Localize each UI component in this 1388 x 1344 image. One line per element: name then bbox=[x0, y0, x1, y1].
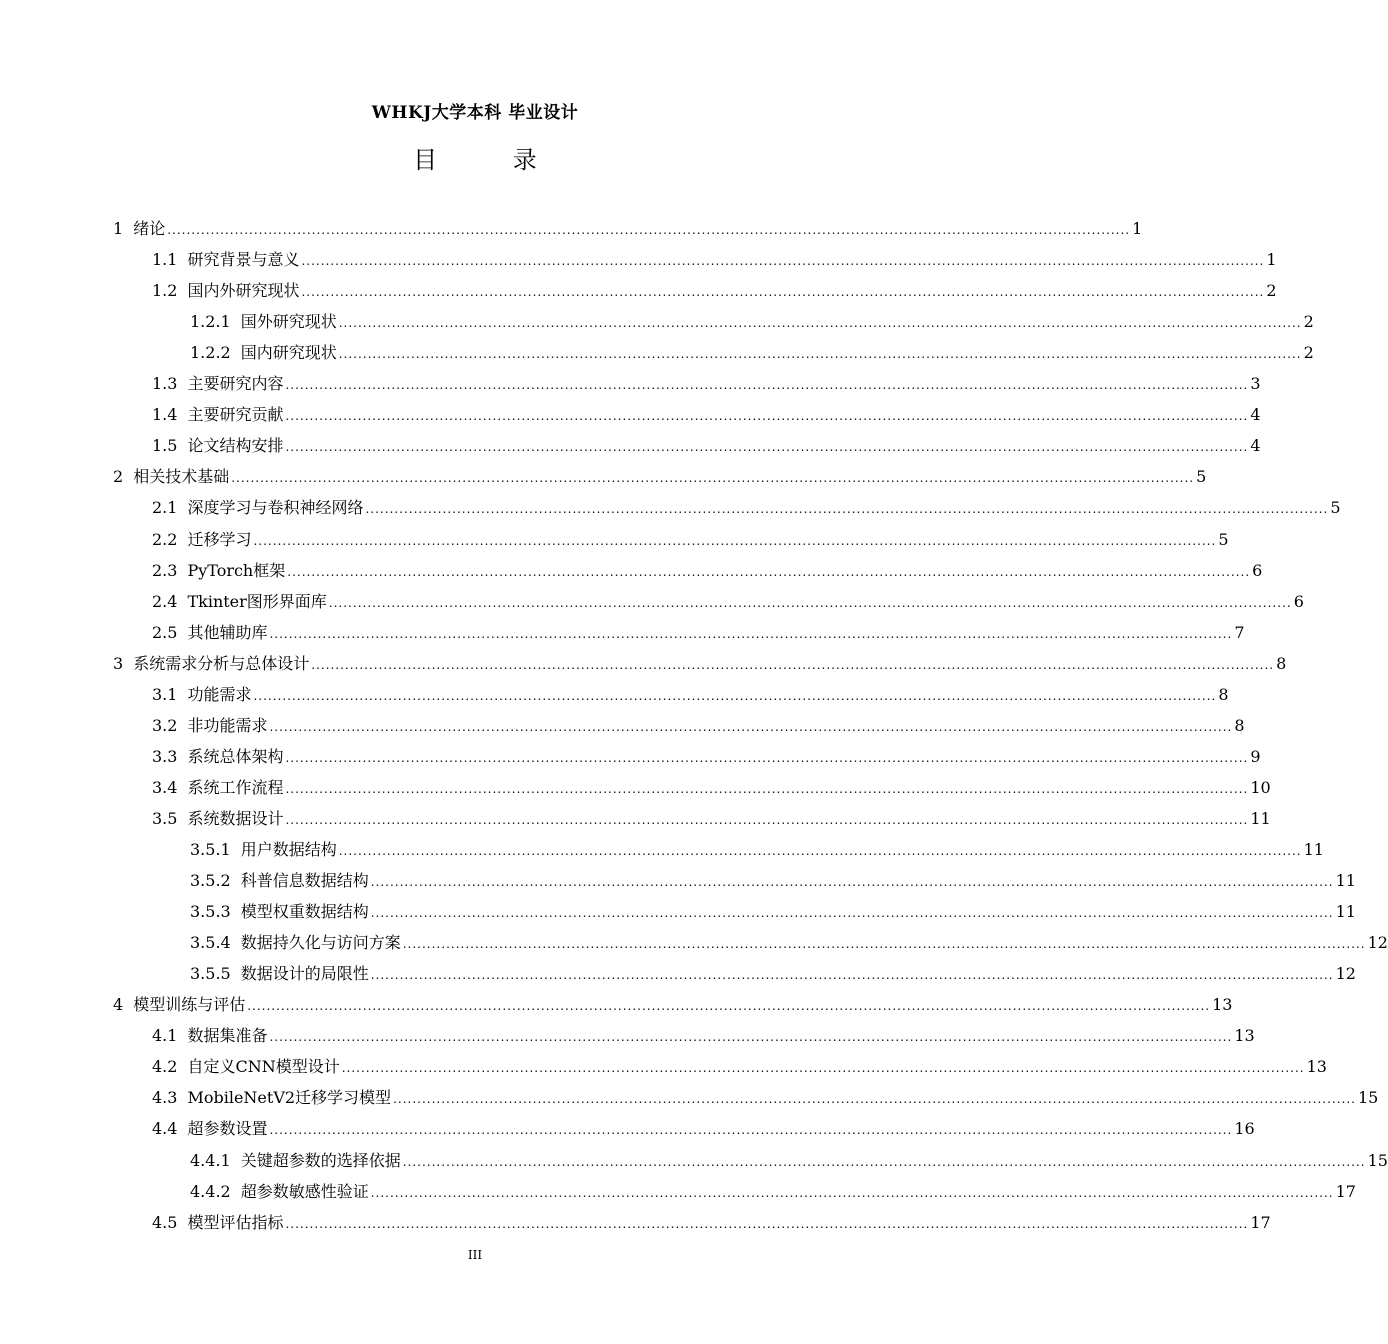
toc-entry-page: 15 bbox=[1357, 1088, 1379, 1108]
toc-entry-number: 3.5.3 bbox=[190, 902, 231, 922]
toc-entry-number: 4.5 bbox=[152, 1212, 178, 1232]
toc-entry-label: 国内研究现状 bbox=[240, 343, 337, 363]
toc-entry[interactable] bbox=[152, 799, 1271, 829]
toc-entry-label: 绪论 bbox=[133, 219, 166, 238]
toc-entry[interactable] bbox=[152, 582, 1304, 612]
toc-entry-number: 1.5 bbox=[152, 436, 178, 456]
toc-entry-label: 主要研究贡献 bbox=[187, 405, 284, 425]
toc-entry-page: 12 bbox=[1367, 933, 1388, 953]
toc-entry[interactable] bbox=[152, 1047, 1327, 1077]
toc-entry[interactable] bbox=[152, 520, 1229, 550]
toc-leader-dots: ........................................................................................................................................................................................................ bbox=[285, 1216, 1249, 1231]
toc-entry[interactable] bbox=[152, 706, 1245, 736]
toc-entry-number: 3.5.2 bbox=[190, 871, 231, 891]
toc-entry-label: PyTorch框架 bbox=[187, 560, 286, 580]
toc-entry[interactable] bbox=[152, 1109, 1255, 1139]
toc-leader-dots: ........................................................................................................................................................................................................ bbox=[328, 595, 1292, 610]
toc-entry[interactable] bbox=[190, 333, 1314, 363]
toc-entry-page: 4 bbox=[1250, 436, 1261, 456]
document-header: WHKJ大学本科 毕业设计 bbox=[371, 103, 579, 123]
toc-entry[interactable] bbox=[113, 457, 1207, 487]
toc-leader-dots: ........................................................................................................................................................................................................ bbox=[341, 1061, 1305, 1076]
toc-entry-number: 2 bbox=[113, 467, 124, 487]
toc-entry[interactable] bbox=[190, 892, 1356, 922]
toc-entry-label: 超参数敏感性验证 bbox=[240, 1181, 369, 1201]
toc-entry-label: 模型评估指标 bbox=[187, 1212, 284, 1232]
toc-leader-dots: ........................................................................................................................................................................................................ bbox=[269, 626, 1233, 641]
toc-entry-page: 6 bbox=[1293, 591, 1304, 611]
toc-entry-number: 3.5.4 bbox=[190, 933, 231, 953]
toc-entry[interactable] bbox=[152, 551, 1263, 581]
toc-entry-page: 17 bbox=[1250, 1212, 1271, 1232]
toc-leader-dots: ........................................................................................................................................................................................................ bbox=[402, 1154, 1366, 1169]
toc-entry-label: 系统数据设计 bbox=[187, 808, 284, 828]
toc-entry-page: 5 bbox=[1330, 498, 1341, 518]
toc-leader-dots: ........................................................................................................................................................................................................ bbox=[247, 999, 1211, 1014]
toc-entry[interactable] bbox=[190, 923, 1388, 953]
toc-leader-dots: ........................................................................................................................................................................................................ bbox=[301, 285, 1265, 300]
page-title: 目 录 bbox=[413, 146, 571, 174]
toc-entry-number: 4.3 bbox=[152, 1088, 178, 1108]
toc-entry-label: 数据持久化与访问方案 bbox=[240, 933, 401, 953]
toc-leader-dots: ........................................................................................................................................................................................................ bbox=[402, 937, 1366, 952]
toc-entry-number: 1 bbox=[113, 219, 124, 238]
toc-entry-number: 1.1 bbox=[152, 250, 178, 270]
toc-entry-page: 11 bbox=[1250, 808, 1271, 828]
toc-entry-page: 5 bbox=[1196, 467, 1207, 487]
toc-entry-label: 模型训练与评估 bbox=[133, 995, 246, 1015]
toc-entry-number: 2.4 bbox=[152, 591, 178, 611]
toc-entry-page: 12 bbox=[1335, 964, 1356, 984]
toc-entry[interactable] bbox=[152, 675, 1229, 705]
toc-entry-number: 3.1 bbox=[152, 684, 178, 704]
toc-entry-label: 研究背景与意义 bbox=[187, 250, 300, 270]
toc-entry-number: 4.4.2 bbox=[190, 1181, 231, 1201]
toc-entry[interactable] bbox=[152, 737, 1261, 767]
toc-entry-page: 13 bbox=[1212, 995, 1233, 1015]
toc-entry-label: 数据设计的局限性 bbox=[240, 964, 369, 984]
toc-entry-number: 4 bbox=[113, 995, 124, 1015]
toc-entry-label: 模型权重数据结构 bbox=[240, 902, 369, 922]
toc-entry-label: 科普信息数据结构 bbox=[240, 871, 369, 891]
toc-entry[interactable] bbox=[152, 1203, 1271, 1233]
toc-entry-number: 4.4 bbox=[152, 1119, 178, 1139]
toc-entry-number: 3.5.1 bbox=[190, 840, 231, 859]
toc-entry-page: 2 bbox=[1303, 343, 1314, 363]
toc-entry-page: 9 bbox=[1250, 746, 1261, 766]
toc-leader-dots: ........................................................................................................................................................................................................ bbox=[370, 875, 1334, 890]
toc-leader-dots: ........................................................................................................................................................................................................ bbox=[285, 378, 1249, 393]
toc-leader-dots: ........................................................................................................................................................................................................ bbox=[231, 471, 1195, 486]
toc-entry-label: 数据集准备 bbox=[187, 1026, 268, 1046]
toc-leader-dots: ........................................................................................................................................................................................................ bbox=[167, 223, 1131, 237]
toc-entry-number: 4.4.1 bbox=[190, 1150, 231, 1170]
toc-entry-number: 2.5 bbox=[152, 622, 178, 642]
toc-entry-number: 2.1 bbox=[152, 498, 178, 518]
toc-entry-label: 用户数据结构 bbox=[240, 840, 337, 859]
toc-entry-page: 4 bbox=[1250, 405, 1261, 425]
toc-entry-label: Tkinter图形界面库 bbox=[187, 591, 327, 611]
toc-entry-label: 系统总体架构 bbox=[187, 746, 284, 766]
toc-leader-dots: ........................................................................................................................................................................................................ bbox=[269, 1030, 1233, 1045]
toc-entry-label: 超参数设置 bbox=[187, 1119, 268, 1139]
toc-entry-number: 2.2 bbox=[152, 529, 178, 549]
toc-entry-label: 论文结构安排 bbox=[187, 436, 284, 456]
toc-entry-number: 3 bbox=[113, 653, 124, 673]
toc-entry-page: 8 bbox=[1234, 715, 1245, 735]
toc-entry-number: 1.2.2 bbox=[190, 343, 231, 363]
toc-leader-dots: ........................................................................................................................................................................................................ bbox=[269, 1123, 1233, 1138]
toc-entry-page: 2 bbox=[1266, 281, 1277, 301]
toc-entry-label: 深度学习与卷积神经网络 bbox=[187, 498, 364, 518]
toc-entry-page: 7 bbox=[1234, 622, 1245, 642]
toc-entry[interactable] bbox=[152, 488, 1341, 518]
toc-entry-page: 5 bbox=[1218, 529, 1229, 549]
toc-leader-dots: ........................................................................................................................................................................................................ bbox=[365, 502, 1329, 517]
page-number: III bbox=[467, 1248, 483, 1262]
toc-entry[interactable] bbox=[152, 271, 1277, 301]
toc-entry-page: 10 bbox=[1250, 777, 1271, 797]
toc-entry-label: 系统工作流程 bbox=[187, 777, 284, 797]
toc-leader-dots: ........................................................................................................................................................................................................ bbox=[285, 750, 1249, 765]
toc-entry-number: 3.5.5 bbox=[190, 964, 231, 984]
toc-entry[interactable] bbox=[152, 395, 1261, 425]
toc-entry-page: 1 bbox=[1266, 250, 1277, 270]
toc-entry-page: 11 bbox=[1335, 902, 1356, 922]
toc-entry[interactable] bbox=[190, 1172, 1356, 1202]
toc-entry-number: 1.2 bbox=[152, 281, 178, 301]
toc-entry[interactable] bbox=[152, 1016, 1255, 1046]
toc-entry-number: 1.2.1 bbox=[190, 312, 231, 332]
toc-entry[interactable] bbox=[152, 1078, 1379, 1108]
toc-entry[interactable] bbox=[152, 768, 1271, 798]
toc-entry-label: 迁移学习 bbox=[187, 529, 252, 549]
toc-leader-dots: ........................................................................................................................................................................................................ bbox=[253, 688, 1217, 703]
toc-entry-label: 系统需求分析与总体设计 bbox=[133, 653, 310, 673]
toc-leader-dots: ........................................................................................................................................................................................................ bbox=[285, 409, 1249, 424]
toc-leader-dots: ........................................................................................................................................................................................................ bbox=[370, 906, 1334, 921]
toc-leader-dots: ........................................................................................................................................................................................................ bbox=[370, 968, 1334, 983]
toc-leader-dots: ........................................................................................................................................................................................................ bbox=[287, 564, 1251, 579]
toc-entry-label: 国内外研究现状 bbox=[187, 281, 300, 301]
toc-entry-label: 自定义CNN模型设计 bbox=[187, 1057, 340, 1077]
toc-entry[interactable] bbox=[113, 209, 1143, 239]
toc-entry-page: 13 bbox=[1306, 1057, 1327, 1077]
toc-entry-page: 2 bbox=[1303, 312, 1314, 332]
toc-entry[interactable] bbox=[152, 426, 1261, 456]
toc-leader-dots: ........................................................................................................................................................................................................ bbox=[338, 844, 1302, 858]
toc-leader-dots: ........................................................................................................................................................................................................ bbox=[338, 316, 1302, 331]
toc-entry[interactable] bbox=[152, 613, 1245, 643]
toc-leader-dots: ........................................................................................................................................................................................................ bbox=[393, 1092, 1356, 1107]
toc-entry[interactable] bbox=[113, 985, 1233, 1015]
toc-entry-number: 1.3 bbox=[152, 374, 178, 394]
toc-entry[interactable] bbox=[152, 240, 1277, 270]
toc-entry-page: 13 bbox=[1234, 1026, 1255, 1046]
toc-leader-dots: ........................................................................................................................................................................................................ bbox=[253, 533, 1217, 548]
toc-leader-dots: ........................................................................................................................................................................................................ bbox=[285, 440, 1249, 455]
toc-entry-number: 3.4 bbox=[152, 777, 178, 797]
toc-leader-dots: ........................................................................................................................................................................................................ bbox=[338, 347, 1302, 362]
toc-entry-page: 3 bbox=[1250, 374, 1261, 394]
toc-entry[interactable] bbox=[113, 644, 1287, 674]
toc-leader-dots: ........................................................................................................................................................................................................ bbox=[269, 719, 1233, 734]
toc-entry-page: 11 bbox=[1335, 871, 1356, 891]
toc-entry-number: 3.3 bbox=[152, 746, 178, 766]
toc-leader-dots: ........................................................................................................................................................................................................ bbox=[285, 812, 1249, 827]
toc-entry[interactable] bbox=[190, 830, 1324, 860]
toc-entry-number: 4.2 bbox=[152, 1057, 178, 1077]
toc-entry[interactable] bbox=[190, 1141, 1388, 1171]
toc-entry-label: 主要研究内容 bbox=[187, 374, 284, 394]
toc-entry-number: 2.3 bbox=[152, 560, 178, 580]
toc-entry-label: 相关技术基础 bbox=[133, 467, 230, 487]
toc-entry-label: 功能需求 bbox=[187, 684, 252, 704]
toc-entry[interactable] bbox=[190, 302, 1314, 332]
toc-entry-number: 3.5 bbox=[152, 808, 178, 828]
toc-entry-page: 1 bbox=[1132, 219, 1143, 238]
toc-entry[interactable] bbox=[190, 954, 1356, 984]
toc-entry[interactable] bbox=[190, 861, 1356, 891]
toc-entry-page: 17 bbox=[1335, 1181, 1356, 1201]
toc-entry-label: 其他辅助库 bbox=[187, 622, 268, 642]
toc-entry-page: 8 bbox=[1276, 653, 1287, 673]
toc-entry-number: 3.2 bbox=[152, 715, 178, 735]
toc-entry-number: 1.4 bbox=[152, 405, 178, 425]
toc-leader-dots: ........................................................................................................................................................................................................ bbox=[285, 781, 1249, 796]
toc-entry-label: 国外研究现状 bbox=[240, 312, 337, 332]
toc-leader-dots: ........................................................................................................................................................................................................ bbox=[311, 657, 1275, 672]
toc-entry-label: MobileNetV2迁移学习模型 bbox=[187, 1088, 392, 1108]
toc-entry-label: 非功能需求 bbox=[187, 715, 268, 735]
toc-entry-page: 16 bbox=[1234, 1119, 1255, 1139]
toc-entry-label: 关键超参数的选择依据 bbox=[240, 1150, 401, 1170]
toc-entry-page: 8 bbox=[1218, 684, 1229, 704]
toc-leader-dots: ........................................................................................................................................................................................................ bbox=[370, 1185, 1334, 1200]
toc-entry-page: 6 bbox=[1252, 560, 1263, 580]
toc-entry[interactable] bbox=[152, 364, 1261, 394]
toc-entry-page: 11 bbox=[1303, 840, 1324, 859]
toc-entry-page: 15 bbox=[1367, 1150, 1388, 1170]
toc-leader-dots: ........................................................................................................................................................................................................ bbox=[301, 254, 1265, 269]
toc-entry-number: 4.1 bbox=[152, 1026, 178, 1046]
